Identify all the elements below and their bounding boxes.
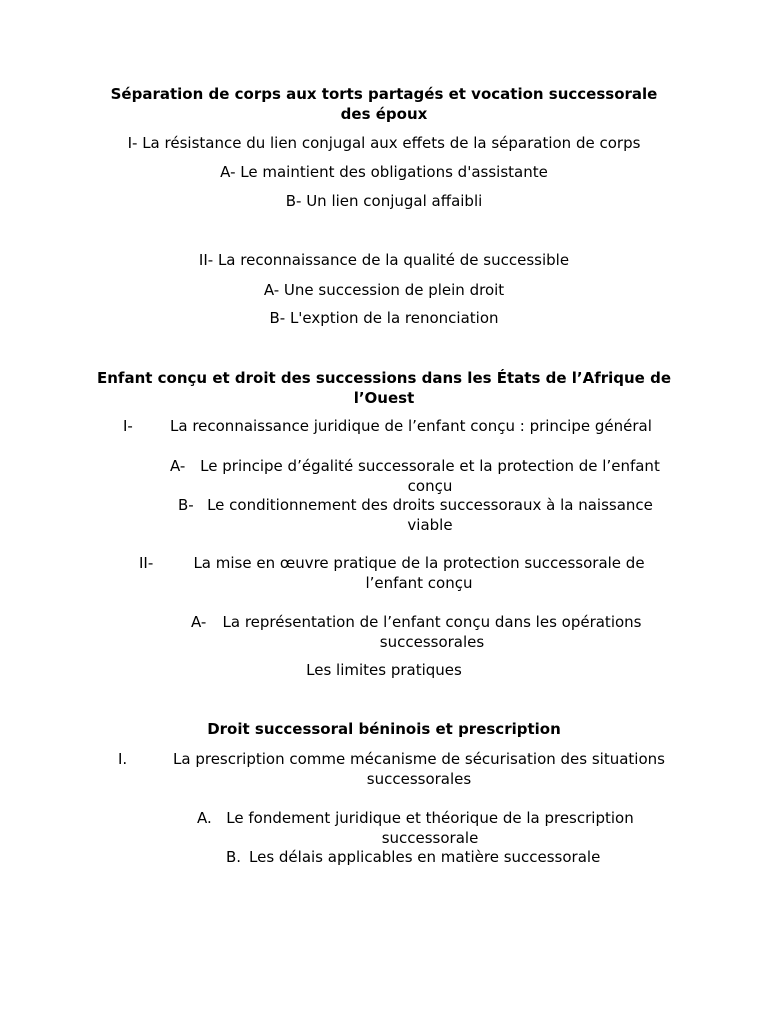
section-1-part-1-a: A- Le maintient des obligations d'assistante bbox=[220, 163, 548, 181]
section-2-title: Enfant conçu et droit des successions dans les États de l’Afrique de l’Ouest bbox=[97, 369, 671, 407]
section-2-part-1-b-marker: B- bbox=[178, 496, 194, 514]
section-2-part-2-a-marker: A- bbox=[191, 613, 207, 631]
section-1-part-2-a: A- Une succession de plein droit bbox=[263, 281, 505, 299]
section-2-part-1-marker: I- bbox=[123, 417, 133, 435]
section-1-part-1-b: B- Un lien conjugal affaibli bbox=[285, 192, 483, 210]
section-3-title: Droit successoral béninois et prescription bbox=[207, 720, 561, 738]
section-1-part-2: II- La reconnaissance de la qualité de successible bbox=[198, 251, 570, 269]
section-2-part-1-a-marker: A- bbox=[170, 457, 186, 475]
section-2-part-2: La mise en œuvre pratique de la protection successorale de l’enfant conçu bbox=[193, 554, 645, 592]
section-3-part-1-b-marker: B. bbox=[226, 848, 242, 866]
section-1-part-2-b: B- L'exption de la renonciation bbox=[269, 309, 499, 327]
section-2-part-2-a: La représentation de l’enfant conçu dans les opérations successorales bbox=[222, 613, 642, 651]
section-3-part-1-a: Le fondement juridique et théorique de la prescription successorale bbox=[226, 809, 634, 847]
section-2-part-2-b: Les limites pratiques bbox=[306, 661, 462, 679]
section-2-part-1: La reconnaissance juridique de l’enfant conçu : principe général bbox=[170, 417, 652, 435]
section-3-part-1: La prescription comme mécanisme de sécurisation des situations successorales bbox=[173, 750, 665, 788]
section-3-part-1-marker: I. bbox=[118, 750, 128, 768]
section-3-part-1-a-marker: A. bbox=[197, 809, 212, 827]
section-2-part-1-a: Le principe d’égalité successorale et la protection de l’enfant conçu bbox=[200, 457, 660, 495]
section-2-part-1-b: Le conditionnement des droits successoraux à la naissance viable bbox=[207, 496, 653, 534]
section-1-part-1: I- La résistance du lien conjugal aux effets de la séparation de corps bbox=[127, 134, 641, 152]
section-1-title: Séparation de corps aux torts partagés et vocation successorale des époux bbox=[110, 85, 658, 123]
section-3-part-1-b: Les délais applicables en matière successorale bbox=[249, 848, 601, 866]
section-2-part-2-marker: II- bbox=[139, 554, 154, 572]
